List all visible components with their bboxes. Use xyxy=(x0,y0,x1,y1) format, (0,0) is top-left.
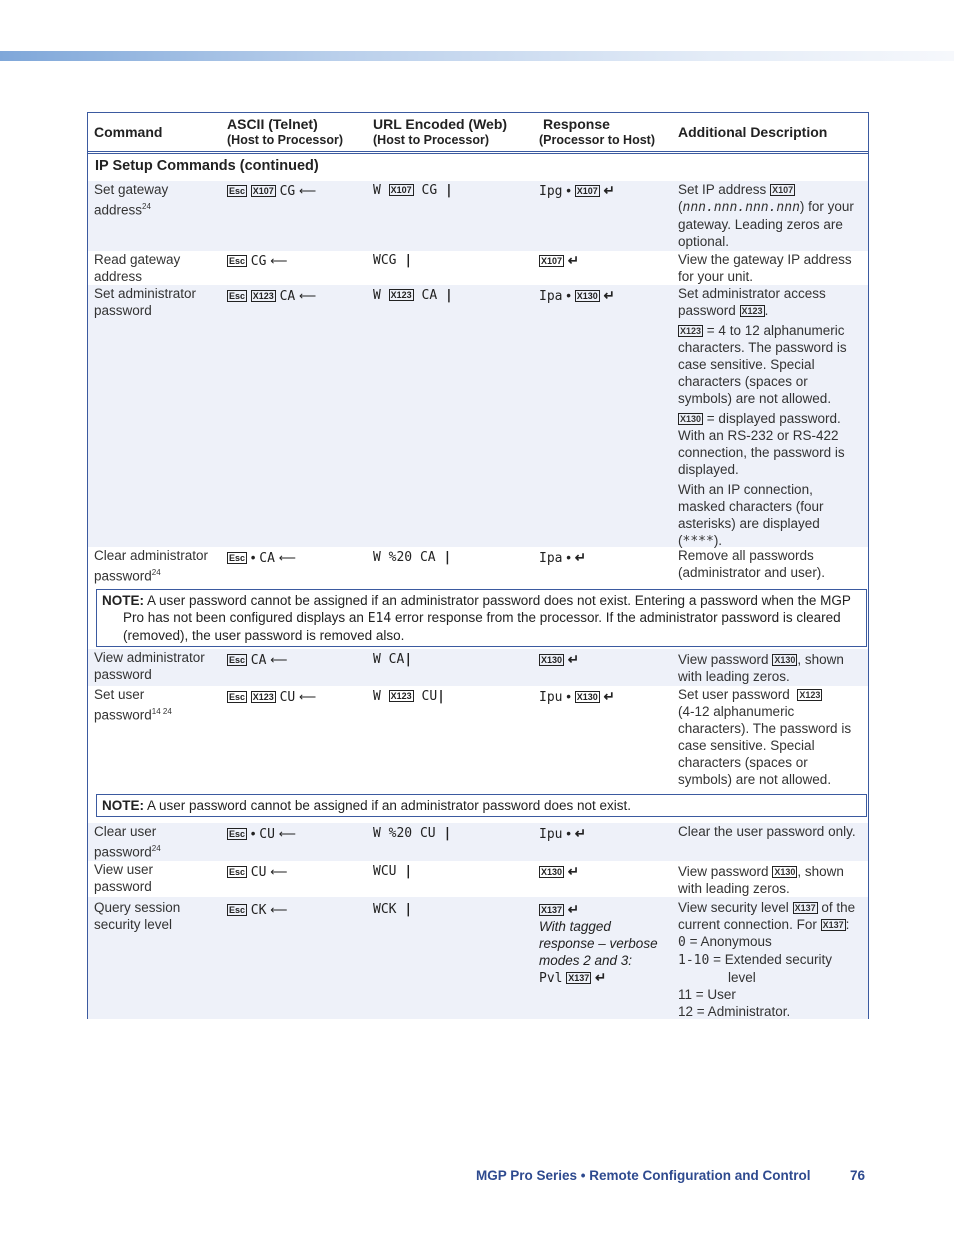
description-cell: View password X130 , shown with leading zeros. xyxy=(678,652,844,684)
esc-key-icon: Esc xyxy=(229,905,246,915)
x107-variable-icon: X107 xyxy=(390,185,412,195)
description-cell: Set IP address X107 (nnn.nnn.nnn.nnn) for your gateway. Leading zeros are optional. xyxy=(678,182,854,249)
x123-variable-icon: X123 xyxy=(252,291,274,301)
left-arrow-icon: ⟵ xyxy=(299,289,317,303)
x137-variable-icon: X137 xyxy=(568,973,590,983)
table-row xyxy=(88,823,868,861)
section-title: IP Setup Commands (continued) xyxy=(95,158,319,174)
left-arrow-icon: ⟵ xyxy=(299,184,317,198)
table-row xyxy=(88,897,868,1019)
header-command: Command xyxy=(94,124,163,140)
url-cell: W %20 CA | xyxy=(373,550,452,565)
header-ascii: ASCII (Telnet) xyxy=(227,116,318,132)
esc-key-icon: Esc xyxy=(229,256,246,266)
description-cell: Set user password X123 (4-12 alphanumeric characters). The password is case sensitive. Special characters (spaces or symbols) are not allowed. xyxy=(678,687,852,787)
response-cell: Ipu • X130 ↵ xyxy=(539,689,615,705)
header-gradient-bar xyxy=(0,51,954,61)
x123-variable-icon: X123 xyxy=(799,690,821,700)
table-row xyxy=(88,251,868,285)
ascii-cell: Esc • CU ⟵ xyxy=(229,826,296,842)
ascii-cell: Esc CG ⟵ xyxy=(229,254,288,269)
response-cell: Ipu • ↵ xyxy=(539,826,587,842)
esc-key-icon: Esc xyxy=(229,829,246,839)
left-arrow-icon: ⟵ xyxy=(270,653,288,667)
description-cell: Remove all passwords (administrator and user). xyxy=(678,548,826,580)
x107-variable-icon: X107 xyxy=(772,185,794,195)
enter-icon: ↵ xyxy=(567,652,580,667)
left-arrow-icon: ⟵ xyxy=(278,551,296,565)
enter-icon: ↵ xyxy=(603,183,615,198)
response-cell xyxy=(539,252,579,269)
response-cell: X137 ↵ With tagged response – verbose modes 2 and 3: Pvl X137 ↵ xyxy=(539,902,658,986)
table-row xyxy=(88,181,868,251)
pipe-icon: | xyxy=(445,183,453,198)
x123-variable-icon: X123 xyxy=(680,326,702,336)
x107-variable-icon: X107 xyxy=(252,186,274,196)
table-row xyxy=(88,686,868,792)
left-arrow-icon: ⟵ xyxy=(270,903,288,917)
url-cell: W X123 CU| xyxy=(373,689,445,704)
ascii-cell: Esc CA ⟵ xyxy=(229,653,288,668)
left-arrow-icon: ⟵ xyxy=(270,254,288,268)
cmd-label: View administrator password xyxy=(94,650,205,682)
description-cell: View security level X137 of the current connection. For X137 : 0 = Anonymous 1-10 = Extended security level 11 = User 12 = Administrator. xyxy=(678,900,856,1019)
header-response: Response xyxy=(543,116,610,132)
x137-variable-icon: X137 xyxy=(794,903,816,913)
pipe-icon: | xyxy=(443,826,452,841)
header-ascii-sub: (Host to Processor) xyxy=(227,133,343,147)
url-cell: WCU | xyxy=(373,864,413,879)
x107-variable-icon: X107 xyxy=(576,186,598,196)
bullet-icon: • xyxy=(566,183,571,198)
note-user-password: NOTE: A user password cannot be assigned if an administrator password does not exist. xyxy=(96,794,867,817)
bullet-icon: • xyxy=(566,689,571,704)
cmd-label: Set administrator password xyxy=(94,286,197,318)
bullet-icon: • xyxy=(250,826,256,841)
response-cell xyxy=(539,651,579,668)
cmd-label: Set user password$^{14 24}$ xyxy=(94,687,172,723)
x123-variable-icon: X123 xyxy=(252,692,274,702)
ascii-cell: Esc CK ⟵ xyxy=(229,903,288,918)
url-cell: WCK | xyxy=(373,902,413,917)
pipe-icon: | xyxy=(443,550,452,565)
left-arrow-icon: ⟵ xyxy=(278,827,296,841)
url-cell: W CA| xyxy=(373,652,413,667)
response-cell: Ipg • X107 ↵ xyxy=(539,183,615,199)
bullet-icon: • xyxy=(566,288,571,303)
pipe-icon: | xyxy=(404,253,413,268)
x130-variable-icon: X130 xyxy=(576,291,598,301)
pipe-icon: | xyxy=(404,864,413,879)
bullet-icon: • xyxy=(250,550,256,565)
x130-variable-icon: X130 xyxy=(774,867,796,877)
pipe-icon: | xyxy=(445,288,453,303)
esc-key-icon: Esc xyxy=(229,291,246,301)
enter-icon: ↵ xyxy=(567,253,580,268)
ascii-cell: Esc CU ⟵ xyxy=(229,865,288,880)
ascii-cell: Esc X123 CA ⟵ xyxy=(229,289,317,304)
url-cell: W X107 CG | xyxy=(373,183,453,198)
x107-variable-icon: X107 xyxy=(541,256,563,266)
header-url-sub: (Host to Processor) xyxy=(373,133,489,147)
enter-icon: ↵ xyxy=(567,864,580,879)
pipe-icon: | xyxy=(404,902,413,917)
cmd-label: View user password xyxy=(94,862,154,894)
esc-key-icon: Esc xyxy=(229,553,246,563)
pipe-icon: | xyxy=(437,689,445,704)
response-cell xyxy=(539,863,579,880)
x123-variable-icon: X123 xyxy=(741,306,763,316)
ascii-cell: Esc • CA ⟵ xyxy=(229,550,296,566)
enter-icon: ↵ xyxy=(574,550,587,565)
description-cell: View the gateway IP address for your unit. xyxy=(678,252,852,284)
header-description: Additional Description xyxy=(678,124,828,140)
cmd-label: Clear administrator password$^{24}$ xyxy=(94,548,209,584)
header-url: URL Encoded (Web) xyxy=(373,116,508,132)
url-cell: W X123 CA | xyxy=(373,288,453,303)
esc-key-icon: Esc xyxy=(229,655,246,665)
x130-variable-icon: X130 xyxy=(541,867,563,877)
x123-variable-icon: X123 xyxy=(390,290,412,300)
header-rule xyxy=(88,153,868,154)
enter-icon: ↵ xyxy=(574,826,587,841)
x130-variable-icon: X130 xyxy=(576,692,598,702)
description-cell: View password X130 , shown with leading zeros. xyxy=(678,864,844,896)
ascii-cell: Esc X123 CU ⟵ xyxy=(229,690,317,705)
url-cell: W %20 CU | xyxy=(373,826,452,841)
ascii-cell: Esc X107 CG ⟵ xyxy=(229,184,317,199)
description-cell: Clear the user password only. xyxy=(678,824,856,839)
cmd-label: Query session security level xyxy=(94,900,181,932)
url-cell: WCG | xyxy=(373,253,413,268)
command-table xyxy=(87,112,869,1019)
cmd-label: Read gateway address xyxy=(94,252,181,284)
cmd-label: Clear user password$^{24}$ xyxy=(94,824,161,860)
cmd-label: Set gateway address$^{24}$ xyxy=(94,182,169,218)
x130-variable-icon: X130 xyxy=(680,414,702,424)
table-row xyxy=(88,861,868,897)
x137-variable-icon: X137 xyxy=(822,920,844,930)
table-row xyxy=(88,285,868,547)
table-row xyxy=(88,649,868,686)
x130-variable-icon: X130 xyxy=(774,655,796,665)
left-arrow-icon: ⟵ xyxy=(299,690,317,704)
page-number: 76 xyxy=(850,1168,866,1183)
note-admin-password: NOTE: A user password cannot be assigned if an administrator password does not exist. Entering a password when the MGP Pro has not been configured displays an E14 error response from the processor. If the administrator password is cleared (removed), the user password is removed also. xyxy=(96,589,867,647)
footer-title: MGP Pro Series • Remote Configuration and Control xyxy=(476,1168,811,1183)
x130-variable-icon: X130 xyxy=(541,655,563,665)
x137-variable-icon: X137 xyxy=(541,905,563,915)
enter-icon: ↵ xyxy=(603,288,615,303)
table-header xyxy=(88,113,868,152)
esc-key-icon: Esc xyxy=(229,186,246,196)
enter-icon: ↵ xyxy=(595,970,607,985)
description-cell: Set administrator access password X123 . X123 = 4 to 12 alphanumeric characters. The password is case sensitive. Special characters (spaces or symbols) are not allowed. X130 = displayed password. With an RS-232 or RS-422 connection, the password is displayed. With an IP connection, masked characters (four asterisks) are displayed (****). xyxy=(678,286,847,549)
response-cell: Ipa • ↵ xyxy=(539,550,587,566)
enter-icon: ↵ xyxy=(603,689,615,704)
header-response-sub: (Processor to Host) xyxy=(539,133,655,147)
esc-key-icon: Esc xyxy=(229,692,246,702)
bullet-icon: • xyxy=(566,550,571,565)
response-cell: Ipa • X130 ↵ xyxy=(539,288,615,304)
x123-variable-icon: X123 xyxy=(390,691,412,701)
table-row xyxy=(88,547,868,587)
left-arrow-icon: ⟵ xyxy=(270,865,288,879)
bullet-icon: • xyxy=(566,826,571,841)
pipe-icon: | xyxy=(404,652,413,667)
enter-icon: ↵ xyxy=(567,902,580,917)
esc-key-icon: Esc xyxy=(229,867,246,877)
